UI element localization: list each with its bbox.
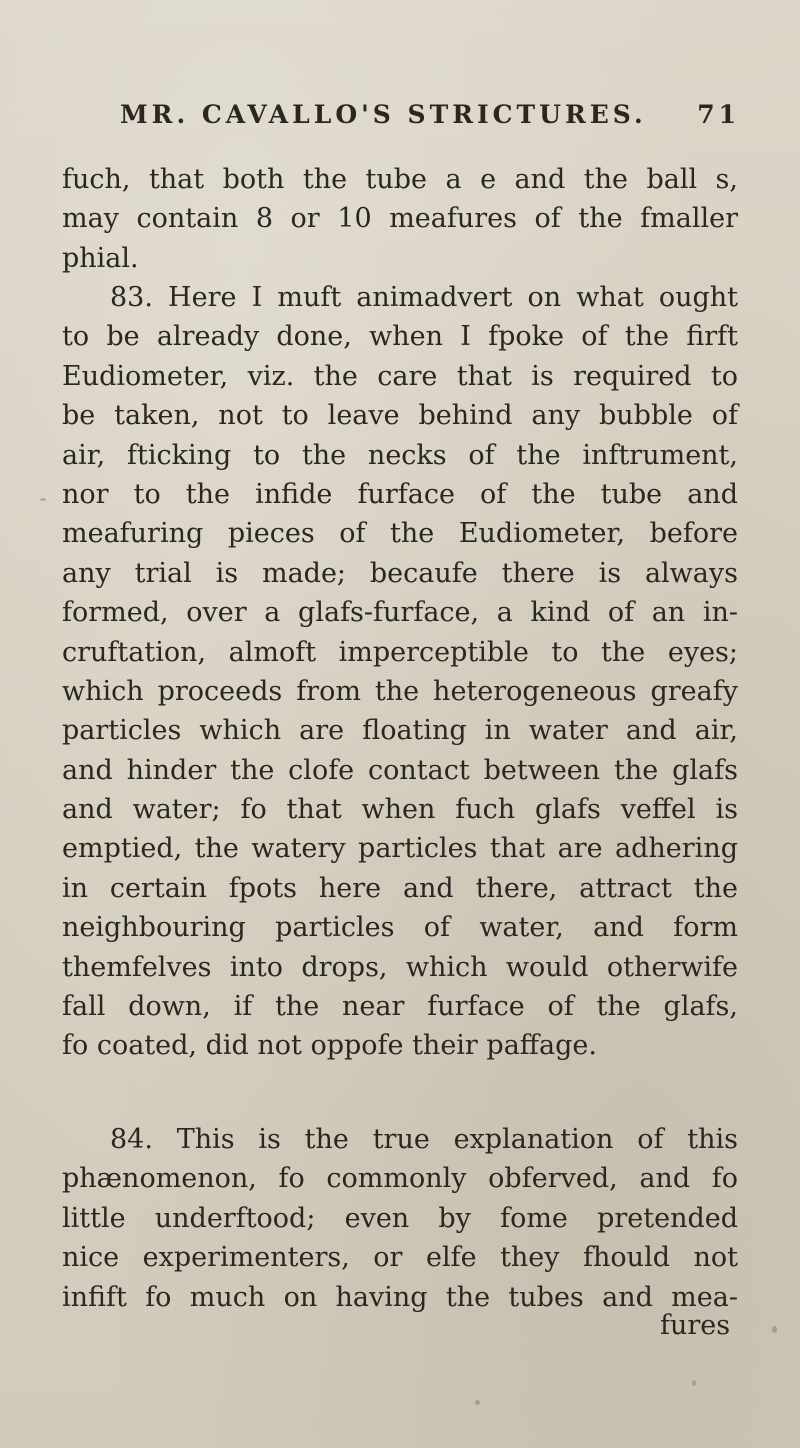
text-line: and water; fo that when fuch glafs veffel is: [62, 794, 738, 826]
paragraph-84: [62, 1120, 738, 1317]
text-line: fuch, that both the tube a e and the ball s,: [62, 164, 738, 195]
text-line: cruftation, almoft imperceptible to the eyes;: [62, 636, 738, 668]
ink-speck: [475, 1400, 480, 1405]
text-line: nor to the infide furface of the tube and: [62, 478, 738, 510]
text-line: infift fo much on having the tubes and mea-: [62, 1281, 738, 1313]
text-line: and hinder the clofe contact between the glafs: [62, 754, 738, 786]
text-line: 83. Here I muft animadvert on what ought: [110, 282, 738, 313]
page-number: 71: [697, 100, 740, 129]
text-line: which proceeds from the heterogeneous greafy: [62, 675, 738, 707]
text-line: meafuring pieces of the Eudiometer, before: [62, 518, 738, 550]
text-line: themfelves into drops, which would otherwife: [62, 951, 738, 983]
text-line: emptied, the watery particles that are adhering: [62, 833, 738, 865]
catchword: fures: [660, 1310, 731, 1341]
text-line: formed, over a glafs-furface, a kind of an in-: [62, 597, 738, 629]
text-line: air, fticking to the necks of the inftrument,: [62, 439, 738, 471]
running-title: MR. CAVALLO'S STRICTURES.: [120, 100, 647, 129]
text-line: Eudiometer, viz. the care that is required to: [62, 360, 738, 392]
text-line: phænomenon, fo commonly obferved, and fo: [62, 1163, 738, 1195]
ink-speck: [692, 1380, 696, 1386]
text-line: to be already done, when I fpoke of the firft: [62, 321, 738, 353]
text-line: fall down, if the near furface of the glafs,: [62, 991, 738, 1023]
text-line: fo coated, did not oppofe their paffage.: [62, 1030, 597, 1062]
running-header: [120, 100, 740, 129]
paragraph-continuation: [62, 160, 738, 278]
text-line: phial.: [62, 242, 139, 274]
text-line: particles which are floating in water and air,: [62, 715, 738, 747]
ink-speck: [40, 498, 46, 501]
paragraph-83: [62, 278, 738, 1066]
text-line: in certain fpots here and there, attract the: [62, 872, 738, 904]
text-line: neighbouring particles of water, and form: [62, 912, 738, 944]
text-line: 84. This is the true explanation of this: [110, 1124, 738, 1155]
text-line: nice experimenters, or elfe they fhould not: [62, 1242, 738, 1274]
text-line: any trial is made; becaufe there is always: [62, 557, 738, 589]
ink-speck: [772, 1326, 777, 1333]
text-line: be taken, not to leave behind any bubble of: [62, 400, 738, 432]
text-line: may contain 8 or 10 meafures of the fmaller: [62, 203, 738, 235]
text-line: little underftood; even by fome pretended: [62, 1202, 738, 1234]
